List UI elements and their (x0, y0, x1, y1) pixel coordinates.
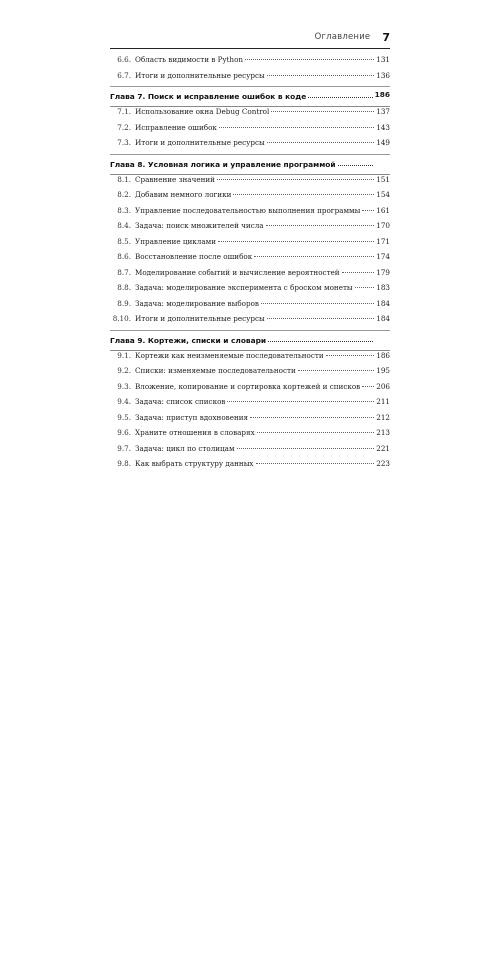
section-title: Задача: приступ вдохновения (135, 412, 249, 422)
toc-entry-row (110, 382, 390, 398)
section-number: 9.6. (117, 428, 131, 437)
page-number: 211 (376, 397, 390, 406)
section-number: 8.4. (117, 221, 131, 230)
toc-label (110, 428, 255, 437)
dot-leader (245, 59, 374, 60)
toc-label (110, 138, 265, 147)
running-header (110, 30, 390, 44)
section-number: 7.2. (117, 122, 131, 132)
section-number: 7.1. (117, 107, 131, 116)
toc-label (110, 206, 360, 215)
section-number: 8.3. (117, 205, 131, 215)
section-number: 9.3. (117, 381, 131, 391)
section-title: Итоги и дополнительные ресурсы (135, 314, 265, 323)
toc-label (110, 283, 353, 292)
toc-label (110, 92, 306, 101)
section-number: 8.8. (117, 283, 131, 292)
page-number: 136 (376, 70, 390, 80)
toc-entry-row (110, 314, 390, 330)
toc-label (110, 299, 259, 308)
toc-label (110, 397, 225, 406)
toc-entry-row (110, 138, 390, 154)
dot-leader (271, 111, 374, 112)
section-number: 9.1. (117, 350, 131, 360)
toc-label (110, 160, 336, 169)
section-number: 9.4. (117, 397, 131, 406)
dot-leader (267, 318, 375, 319)
section-title: Исправление ошибок (135, 122, 217, 132)
section-title: Использование окна Debug Control (135, 107, 270, 116)
header-rule (110, 48, 390, 49)
page-number: 206 (376, 381, 390, 391)
section-number: 8.1. (117, 174, 131, 184)
page-number: 195 (376, 366, 390, 375)
section-title: Итоги и дополнительные ресурсы (135, 70, 265, 80)
page-number: 223 (376, 459, 390, 468)
section-title: Задача: моделирование эксперимента с броском монеты (135, 283, 353, 292)
dot-leader (218, 241, 374, 242)
dot-leader (268, 341, 373, 342)
toc-label (110, 444, 235, 453)
header-page-number: 7 (382, 30, 390, 44)
dot-leader (266, 225, 375, 226)
page-number: 149 (376, 138, 390, 147)
toc-entry-row (110, 252, 390, 268)
chapter-title: Глава 7. Поиск и исправление ошибок в коде (110, 92, 307, 101)
dot-leader (254, 256, 374, 257)
section-title: Область видимости в Python (135, 55, 244, 64)
dot-leader (308, 97, 372, 98)
toc-label (110, 123, 217, 132)
dot-leader (298, 370, 375, 371)
section-number: 6.7. (117, 70, 131, 80)
page-number: 186 (376, 350, 390, 360)
page-number: 131 (376, 55, 390, 64)
section-number: 8.10. (112, 314, 131, 323)
toc-entry-row (110, 237, 390, 253)
toc-entry-row (110, 107, 390, 123)
section-title: Итоги и дополнительные ресурсы (135, 138, 265, 147)
section-title: Списки: изменяемые последовательности (135, 366, 296, 375)
section-number: 9.8. (117, 459, 131, 468)
dot-leader (256, 463, 375, 464)
page-number: 151 (376, 174, 390, 184)
dot-leader (219, 127, 374, 128)
toc-label (110, 175, 215, 184)
page-number: 184 (376, 298, 390, 308)
page-number: 161 (376, 205, 390, 215)
dot-leader (326, 355, 375, 356)
toc-entry-row (110, 459, 390, 475)
dot-leader (233, 194, 374, 195)
page-number: 213 (376, 428, 390, 437)
dot-leader (267, 142, 375, 143)
section-number: 9.2. (117, 366, 131, 375)
section-title: Задача: поиск множителей числа (135, 221, 264, 230)
toc-label (110, 366, 296, 375)
page-number: 221 (376, 443, 390, 453)
page-number: 186 (374, 90, 390, 99)
toc-label (110, 221, 264, 230)
toc-label (110, 459, 254, 468)
page-number: 179 (376, 267, 390, 277)
section-title: Управление циклами (135, 236, 216, 246)
section-title: Добавим немного логики (135, 190, 232, 199)
toc-entry-row (110, 175, 390, 191)
dot-leader (267, 75, 375, 76)
dot-leader (250, 417, 374, 418)
toc-entry-row (110, 71, 390, 87)
dot-leader (257, 432, 375, 433)
toc-entry-row (110, 428, 390, 444)
toc-label (110, 314, 265, 323)
toc-label (110, 382, 360, 391)
header-title: Оглавление (314, 32, 371, 42)
section-title: Сравнение значений (135, 174, 215, 184)
section-title: Задача: список списков (135, 397, 226, 406)
dot-leader (261, 303, 374, 304)
page-number: 143 (376, 122, 390, 132)
toc-chapter-row (110, 87, 390, 107)
section-title: Управление последовательностью выполнения программы (135, 205, 361, 215)
toc-label (110, 190, 231, 199)
section-number: 8.9. (117, 298, 131, 308)
toc-label (110, 351, 324, 360)
toc-label (110, 268, 340, 277)
toc-entry-row (110, 283, 390, 299)
dot-leader (227, 401, 374, 402)
section-title: Храните отношения в словарях (135, 428, 255, 437)
toc-label (110, 413, 248, 422)
page-number: 174 (376, 252, 390, 261)
toc-label (110, 336, 266, 345)
toc-label (110, 55, 243, 64)
page-number: 171 (376, 236, 390, 246)
section-title: Как выбрать структуру данных (135, 459, 254, 468)
toc-entry-row (110, 351, 390, 367)
section-number: 8.7. (117, 267, 131, 277)
page-number: 170 (376, 221, 390, 230)
toc-entry-row (110, 55, 390, 71)
page-number: 212 (376, 412, 390, 422)
toc-label (110, 107, 269, 116)
section-number: 8.5. (117, 236, 131, 246)
page-number: 137 (376, 107, 390, 116)
toc-entry-row (110, 221, 390, 237)
dot-leader (217, 179, 374, 180)
section-number: 8.6. (117, 252, 131, 261)
dot-leader (342, 272, 375, 273)
dot-leader (355, 287, 375, 288)
toc-label (110, 252, 252, 261)
dot-leader (362, 210, 374, 211)
toc-entry-row (110, 366, 390, 382)
toc-chapter-row (110, 155, 390, 175)
toc-entry-row (110, 444, 390, 460)
toc-label (110, 71, 265, 80)
section-title: Вложение, копирование и сортировка кортежей и списков (135, 381, 361, 391)
toc-entry-row (110, 268, 390, 284)
page-number: 154 (376, 190, 390, 199)
section-number: 7.3. (117, 138, 131, 147)
section-number: 8.2. (117, 190, 131, 199)
toc-entry-row (110, 397, 390, 413)
section-number: 6.6. (117, 55, 131, 64)
toc-entry-row (110, 206, 390, 222)
toc-label (110, 237, 216, 246)
section-title: Задача: моделирование выборов (135, 298, 259, 308)
section-number: 9.7. (117, 443, 131, 453)
section-title: Моделирование событий и вычисление вероятностей (135, 267, 340, 277)
chapter-title: Глава 8. Условная логика и управление программой (110, 159, 336, 169)
page-number: 184 (376, 314, 390, 323)
section-title: Задача: цикл по столицам (135, 443, 235, 453)
toc-entry-row (110, 123, 390, 139)
dot-leader (362, 386, 374, 387)
toc-entry-row (110, 190, 390, 206)
section-title: Кортежи как неизменяемые последовательности (135, 350, 324, 360)
dot-leader (338, 165, 373, 166)
toc-entry-row (110, 299, 390, 315)
toc-entry-row (110, 413, 390, 429)
table-of-contents (110, 55, 390, 475)
chapter-title: Глава 9. Кортежи, списки и словари (110, 335, 267, 345)
section-title: Восстановление после ошибок (135, 252, 253, 261)
dot-leader (237, 448, 375, 449)
page-number: 183 (376, 283, 390, 292)
section-number: 9.5. (117, 412, 131, 422)
